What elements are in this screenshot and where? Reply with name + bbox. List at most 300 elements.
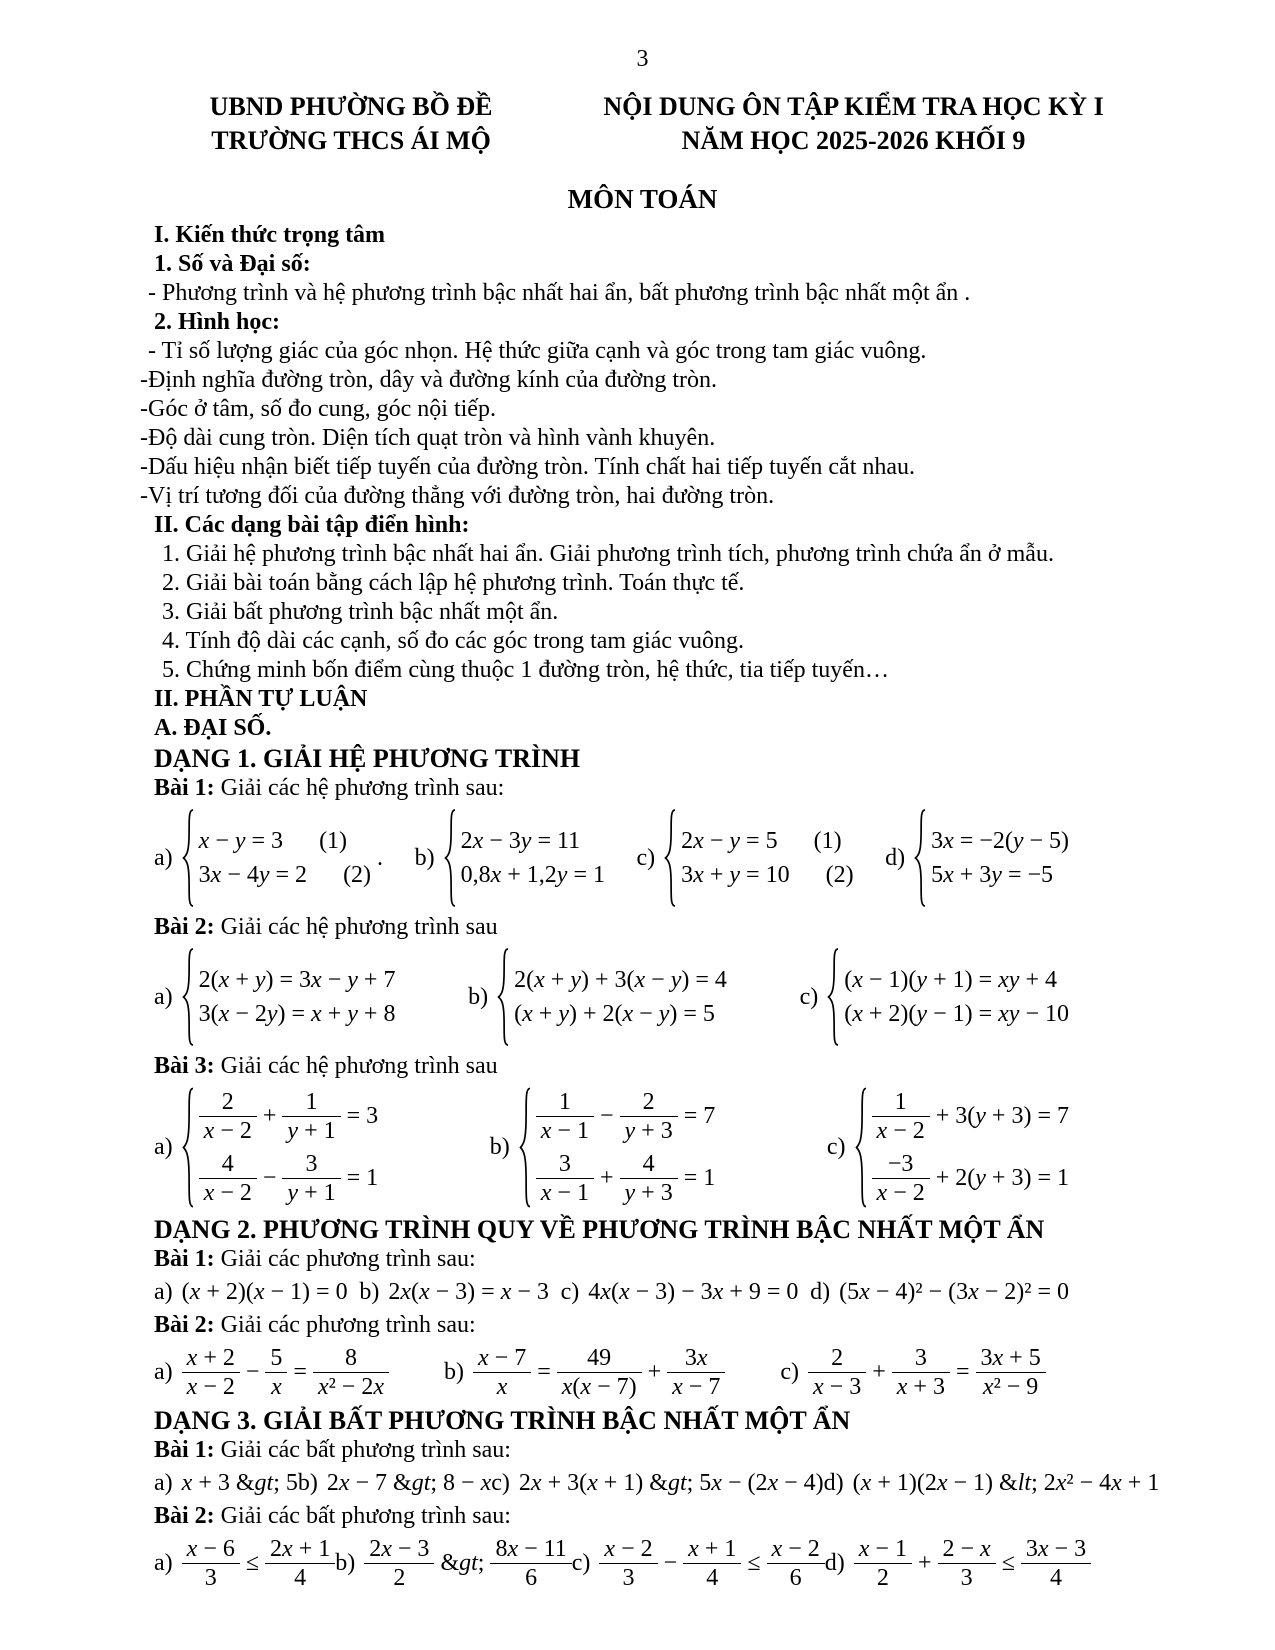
curly-brace-icon (519, 1086, 531, 1209)
text-line: -Định nghĩa đường tròn, dây và đường kính của đường tròn. (140, 367, 718, 393)
fraction (199, 1151, 257, 1206)
fraction (767, 1536, 825, 1591)
fraction (282, 1151, 340, 1206)
denominator: x − 2 (186, 1374, 235, 1400)
math-text: = 1 (346, 1165, 379, 1191)
item-label: a) (154, 1279, 173, 1305)
math-expression (514, 967, 727, 994)
denominator: y + 1 (287, 1180, 336, 1206)
math-row (154, 1536, 1087, 1591)
equation-system (497, 947, 727, 1047)
math-item (154, 1536, 335, 1591)
math-expression (388, 1279, 549, 1306)
math-text: − (245, 1359, 260, 1385)
denominator: 2 (876, 1565, 889, 1591)
item-label: a) (154, 1134, 173, 1160)
heading-line: DẠNG 1. GIẢI HỆ PHƯƠNG TRÌNH (154, 744, 581, 773)
item-label: d) (824, 1550, 845, 1576)
math-expression (931, 862, 1069, 889)
math-text: . (377, 844, 384, 871)
equation-system (182, 947, 396, 1047)
math-expression (853, 1470, 1160, 1497)
fraction (557, 1345, 642, 1400)
math-expression (914, 808, 1069, 908)
math-expression (182, 1279, 348, 1306)
fraction (667, 1345, 725, 1400)
item-label: c) (571, 1550, 591, 1576)
equation-tag: (2) (825, 861, 854, 888)
math-text: 3(x − 2y) = x + y + 8 (198, 1000, 396, 1027)
math-item (827, 1086, 1069, 1209)
fraction (313, 1345, 389, 1400)
run-bold: Bài 1: (154, 1437, 215, 1463)
numerator: 1 (872, 1089, 930, 1117)
item-label: c) (799, 983, 819, 1010)
numerator: 2 (620, 1089, 678, 1117)
math-expression (327, 1470, 491, 1497)
math-text: + (872, 1359, 886, 1385)
item-label: b) (489, 1134, 510, 1160)
denominator: y + 1 (287, 1118, 336, 1144)
text-line: 3. Giải bất phương trình bậc nhất một ẩn. (162, 599, 559, 625)
run-text: Giải các phương trình sau: (214, 1312, 476, 1338)
math-item (415, 808, 605, 908)
math-text: + (262, 1103, 277, 1129)
math-expression (536, 1089, 716, 1144)
math-text: = 7 (683, 1103, 716, 1129)
math-item (154, 947, 395, 1047)
exam-title: NỘI DUNG ÔN TẬP KIỂM TRA HỌC KỲ I (603, 92, 1104, 121)
math-expression (844, 1001, 1069, 1028)
numerator: 1 (282, 1089, 340, 1117)
math-text: (x + 1)(2x − 1) &lt; 2x² − 4x + 1 (852, 1470, 1160, 1496)
equation-system (182, 1086, 379, 1209)
item-label: a) (154, 983, 173, 1010)
math-text: = (293, 1359, 307, 1385)
numerator: 4 (620, 1151, 678, 1179)
curly-brace-icon (664, 808, 676, 908)
math-text: + 3(y + 3) = 7 (935, 1103, 1069, 1129)
numerator: 2 − x (938, 1536, 996, 1564)
math-text: 2x − 3y = 11 (460, 827, 581, 854)
fraction (854, 1536, 912, 1591)
system-rows (199, 947, 396, 1047)
numerator: 8x − 11 (490, 1536, 571, 1564)
numerator: 3x − 3 (1021, 1536, 1091, 1564)
text-line: 5. Chứng minh bốn điểm cùng thuộc 1 đường tròn, hệ thức, tia tiếp tuyến… (162, 657, 889, 683)
curly-brace-icon (855, 1086, 867, 1209)
run-text: Giải các hệ phương trình sau: (214, 775, 505, 801)
fraction (620, 1151, 678, 1206)
math-expression (199, 1089, 379, 1144)
fraction (364, 1536, 434, 1591)
denominator: 3 (204, 1565, 217, 1591)
math-item (490, 1086, 716, 1209)
math-text: 3x − 4y = 2 (198, 861, 308, 888)
math-expression (827, 947, 1069, 1047)
math-item (154, 1279, 348, 1306)
math-item (637, 808, 854, 908)
math-expression (681, 828, 853, 855)
math-row (154, 947, 1069, 1047)
item-label: b) (297, 1470, 318, 1496)
system-rows (872, 1086, 1069, 1209)
math-expression (497, 947, 727, 1047)
numerator: 49 (557, 1345, 642, 1373)
numerator: x − 6 (182, 1536, 240, 1564)
numerator: 3x (667, 1345, 725, 1373)
system-rows (199, 808, 371, 908)
numerator: x − 7 (473, 1345, 531, 1373)
denominator: 3 (622, 1565, 635, 1591)
math-expression (182, 947, 396, 1047)
fraction (1021, 1536, 1091, 1591)
system-rows (514, 947, 727, 1047)
math-item (800, 947, 1069, 1047)
math-text: = 3 (346, 1103, 379, 1129)
math-item (572, 1536, 825, 1591)
fraction (892, 1345, 950, 1400)
equation-system (182, 808, 371, 908)
curly-brace-icon (182, 808, 194, 908)
run-text: Giải các phương trình sau: (214, 1246, 476, 1272)
item-label: b) (359, 1279, 380, 1305)
math-text: + (917, 1550, 932, 1576)
school-header (140, 90, 562, 158)
fraction (683, 1536, 741, 1591)
math-expression (808, 1345, 1046, 1400)
math-text: (x − 1)(y + 1) = xy + 4 (844, 966, 1057, 993)
denominator: x − 2 (876, 1118, 925, 1144)
equation-system (827, 947, 1069, 1047)
math-item (561, 1279, 799, 1306)
math-expression (199, 1151, 379, 1206)
equation-system (914, 808, 1069, 908)
system-rows (681, 808, 853, 908)
document-body (140, 221, 1160, 1591)
math-text: ≤ (1001, 1550, 1015, 1576)
item-label: c) (560, 1279, 580, 1305)
math-expression (839, 1279, 1069, 1306)
math-expression (519, 1470, 824, 1497)
math-item (335, 1536, 572, 1591)
math-expression (199, 1001, 396, 1028)
numerator: x − 2 (767, 1536, 825, 1564)
math-text: + (599, 1165, 614, 1191)
run-bold: Bài 3: (154, 1053, 215, 1079)
math-item (154, 1470, 298, 1497)
numerator: 2x + 1 (265, 1536, 335, 1564)
math-item (824, 1470, 1160, 1497)
math-expression (444, 808, 605, 908)
math-expression (182, 1086, 379, 1209)
numerator: x − 1 (854, 1536, 912, 1564)
math-text: 2(x + y) + 3(x − y) = 4 (514, 966, 727, 993)
denominator: x² − 9 (982, 1374, 1039, 1400)
denominator: 6 (789, 1565, 802, 1591)
equation-tag: (1) (319, 827, 348, 854)
curly-brace-icon (914, 808, 926, 908)
ward-name: UBND PHƯỜNG BỒ ĐỀ (209, 92, 493, 121)
text-line (140, 1311, 1145, 1340)
math-text: x − y = 3 (198, 827, 284, 854)
math-expression (855, 1086, 1069, 1209)
math-text: (x + y) + 2(x − y) = 5 (514, 1000, 715, 1027)
numerator: −3 (872, 1151, 930, 1179)
text-line: - Phương trình và hệ phương trình bậc nhất hai ẩn, bất phương trình bậc nhất một ẩn . (148, 280, 971, 306)
math-text: 5x + 3y = −5 (931, 861, 1054, 888)
text-line (140, 774, 1145, 803)
math-text: − (663, 1550, 678, 1576)
fraction (808, 1345, 866, 1400)
heading-line: II. Các dạng bài tập điển hình: (154, 512, 470, 538)
item-label: d) (810, 1279, 831, 1305)
math-text: = (955, 1359, 970, 1385)
run-text: Giải các bất phương trình sau: (214, 1503, 511, 1529)
item-label: a) (154, 1550, 173, 1576)
fraction (976, 1345, 1046, 1400)
math-expression (664, 808, 853, 908)
denominator: 4 (1049, 1565, 1062, 1591)
text-line: -Dấu hiệu nhận biết tiếp tuyến của đường tròn. Tính chất hai tiếp tuyến cắt nhau. (140, 454, 916, 480)
math-expression (182, 1345, 389, 1400)
item-label: c) (780, 1359, 799, 1385)
math-text: (x + 2)(y − 1) = xy − 10 (844, 1000, 1069, 1027)
fraction (182, 1345, 240, 1400)
curly-brace-icon (182, 1086, 194, 1209)
item-label: c) (491, 1470, 510, 1496)
math-text: 3x = −2(y − 5) (931, 827, 1069, 854)
heading-line: 2. Hình học: (154, 309, 281, 335)
math-text: 2x − y = 5 (681, 827, 778, 854)
numerator: 3 (892, 1345, 950, 1373)
fraction (473, 1345, 531, 1400)
denominator: y + 3 (624, 1118, 673, 1144)
math-text: 2x − 7 &gt; 8 − x (326, 1470, 492, 1496)
denominator: x − 2 (203, 1118, 252, 1144)
math-expression (588, 1279, 798, 1306)
math-expression (182, 1470, 298, 1497)
fraction (199, 1089, 257, 1144)
run-bold: Bài 2: (154, 914, 215, 940)
numerator: x + 1 (683, 1536, 741, 1564)
math-text: (5x − 4)² − (3x − 2)² = 0 (839, 1279, 1069, 1305)
exam-header (562, 90, 1145, 158)
item-label: d) (885, 844, 906, 871)
fraction (282, 1089, 340, 1144)
heading-line: DẠNG 2. PHƯƠNG TRÌNH QUY VỀ PHƯƠNG TRÌNH BẬC NHẤT MỘT ẨN (154, 1215, 1045, 1244)
text-line (140, 913, 1145, 942)
curly-brace-icon (444, 808, 456, 908)
denominator: x(x − 7) (561, 1374, 637, 1400)
text-line: 2. Giải bài toán bằng cách lập hệ phương trình. Toán thực tế. (162, 570, 745, 596)
equation-system (855, 1086, 1069, 1209)
numerator: 5 (265, 1345, 287, 1373)
math-item (444, 1345, 725, 1400)
run-text: Giải các hệ phương trình sau (214, 1053, 498, 1079)
math-expression (199, 828, 371, 855)
math-text: − (262, 1165, 277, 1191)
heading-line: I. Kiến thức trọng tâm (154, 222, 386, 248)
numerator: 2 (199, 1089, 257, 1117)
text-line: 1. Giải hệ phương trình bậc nhất hai ẩn. Giải phương trình tích, phương trình chứa ẩn ở mẫu. (162, 541, 1054, 567)
item-label: a) (154, 1359, 173, 1385)
math-expression (519, 1086, 716, 1209)
heading-line: 1. Số và Đại số: (154, 251, 311, 277)
denominator: x − 1 (540, 1118, 589, 1144)
curly-brace-icon (827, 947, 839, 1047)
denominator: x − 3 (813, 1374, 862, 1400)
math-item (491, 1470, 823, 1497)
text-line: - Tỉ số lượng giác của góc nhọn. Hệ thức giữa cạnh và góc trong tam giác vuông. (148, 338, 927, 364)
document-title: MÔN TOÁN (567, 184, 718, 214)
math-text: 0,8x + 1,2y = 1 (460, 861, 605, 888)
math-text: 3x + y = 10 (681, 861, 790, 888)
system-rows (461, 808, 605, 908)
equation-tag: (1) (813, 827, 842, 854)
run-bold: Bài 2: (154, 1312, 215, 1338)
math-text: 2(x + y) = 3x − y + 7 (198, 966, 396, 993)
text-line: 4. Tính độ dài các cạnh, số đo các góc trong tam giác vuông. (162, 628, 745, 654)
fraction (599, 1536, 657, 1591)
fraction (872, 1151, 930, 1206)
math-item (154, 808, 383, 908)
math-expression (872, 1089, 1069, 1144)
math-row (154, 1086, 1069, 1209)
page-number: 3 (636, 46, 649, 72)
system-rows (199, 1086, 379, 1209)
system-rows (931, 808, 1069, 908)
math-text: 4x(x − 3) − 3x + 9 = 0 (588, 1279, 799, 1305)
numerator: x + 2 (182, 1345, 240, 1373)
item-label: b) (444, 1359, 464, 1385)
math-text: 2x + 3(x + 1) &gt; 5x − (2x − 4) (518, 1470, 824, 1496)
math-expression (931, 828, 1069, 855)
denominator: x (271, 1374, 282, 1400)
math-item (810, 1279, 1069, 1306)
system-rows (536, 1086, 716, 1209)
math-expression (514, 1001, 727, 1028)
math-text: (x + 2)(x − 1) = 0 (181, 1279, 348, 1305)
numerator: x − 2 (599, 1536, 657, 1564)
math-text: 2x(x − 3) = x − 3 (388, 1279, 549, 1305)
math-expression (364, 1536, 572, 1591)
math-expression (199, 862, 371, 889)
text-line (140, 1502, 1145, 1531)
run-text: Giải các bất phương trình sau: (214, 1437, 511, 1463)
text-line (140, 1436, 1145, 1465)
equation-system (664, 808, 853, 908)
equation-system (444, 808, 605, 908)
heading-line: DẠNG 3. GIẢI BẤT PHƯƠNG TRÌNH BẬC NHẤT MỘT ẨN (154, 1406, 851, 1435)
denominator: 6 (525, 1565, 538, 1591)
math-expression (599, 1536, 824, 1591)
math-expression (461, 828, 605, 855)
run-bold: Bài 2: (154, 1503, 215, 1529)
numerator: 4 (199, 1151, 257, 1179)
math-text: &gt; (440, 1550, 485, 1576)
fraction (872, 1089, 930, 1144)
math-text: = 1 (683, 1165, 716, 1191)
equation-tag: (2) (343, 861, 372, 888)
math-expression (872, 1151, 1069, 1206)
math-expression (844, 967, 1069, 994)
denominator: 2 (393, 1565, 406, 1591)
math-item (885, 808, 1069, 908)
math-text: x + 3 &gt; 5 (181, 1470, 298, 1496)
denominator: x + 3 (896, 1374, 945, 1400)
math-item (825, 1536, 1091, 1591)
fraction (620, 1089, 678, 1144)
numerator: 8 (313, 1345, 389, 1373)
math-expression (854, 1536, 1091, 1591)
fraction (182, 1536, 240, 1591)
math-item (359, 1279, 549, 1306)
denominator: 4 (294, 1565, 307, 1591)
denominator: x − 2 (876, 1180, 925, 1206)
math-row (154, 1279, 1069, 1306)
heading-line: II. PHẦN TỰ LUẬN (154, 686, 368, 712)
item-label: d) (823, 1470, 844, 1496)
system-rows (844, 947, 1069, 1047)
math-row (154, 1345, 1145, 1400)
item-label: b) (335, 1550, 356, 1576)
equation-system (519, 1086, 716, 1209)
numerator: 1 (536, 1089, 594, 1117)
item-label: c) (636, 844, 656, 871)
math-expression (199, 967, 396, 994)
text-line (140, 1052, 1145, 1081)
math-expression (182, 1536, 336, 1591)
denominator: x − 7 (672, 1374, 721, 1400)
document-header (140, 90, 1145, 158)
item-label: a) (154, 1470, 173, 1496)
math-item (468, 947, 727, 1047)
text-line: -Vị trí tương đối của đường thẳng với đường tròn, hai đường tròn. (140, 483, 775, 509)
curly-brace-icon (497, 947, 509, 1047)
math-item (154, 1345, 389, 1400)
math-item (780, 1345, 1045, 1400)
numerator: 2x − 3 (364, 1536, 434, 1564)
math-text: + 2(y + 3) = 1 (935, 1165, 1069, 1191)
item-label: b) (414, 844, 435, 871)
run-bold: Bài 1: (154, 1246, 215, 1272)
numerator: 3 (536, 1151, 594, 1179)
fraction (536, 1089, 594, 1144)
math-text: ≤ (747, 1550, 761, 1576)
denominator: x (496, 1374, 508, 1400)
fraction (265, 1345, 287, 1400)
item-label: a) (154, 844, 173, 871)
run-text: Giải các hệ phương trình sau (214, 914, 498, 940)
denominator: 3 (960, 1565, 973, 1591)
numerator: 3x + 5 (976, 1345, 1046, 1373)
math-row (154, 808, 1069, 908)
run-bold: Bài 1: (154, 775, 215, 801)
school-name: TRƯỜNG THCS ÁI MỘ (211, 126, 491, 155)
fraction (490, 1536, 571, 1591)
math-expression (461, 862, 605, 889)
denominator: 4 (706, 1565, 719, 1591)
math-text: = (537, 1359, 551, 1385)
math-expression (681, 862, 853, 889)
fraction (265, 1536, 335, 1591)
math-expression (182, 808, 383, 908)
text-line: -Góc ở tâm, số đo cung, góc nội tiếp. (140, 396, 496, 422)
fraction (536, 1151, 594, 1206)
curly-brace-icon (182, 947, 194, 1047)
numerator: 2 (808, 1345, 866, 1373)
